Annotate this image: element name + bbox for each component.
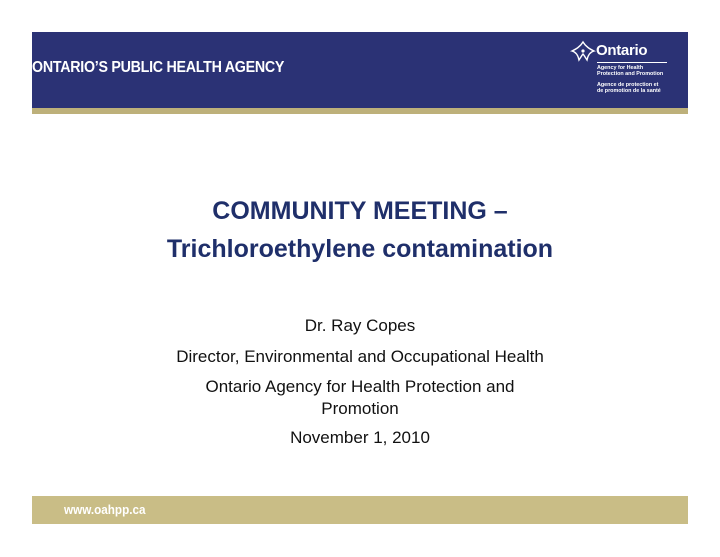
logo-wordmark: Ontario xyxy=(596,42,648,59)
presentation-date: November 1, 2010 xyxy=(290,428,430,447)
footer-url: www.oahpp.ca xyxy=(64,502,146,517)
presenter-org-line-2: Promotion xyxy=(321,399,399,418)
header-accent-rule xyxy=(32,108,688,114)
slide-title xyxy=(0,192,720,268)
agency-name: ONTARIO’S PUBLIC HEALTH AGENCY xyxy=(32,59,285,76)
trillium-icon xyxy=(570,40,596,64)
logo-en-line-1: Agency for Health xyxy=(597,65,644,71)
slide-title-line-1: COMMUNITY MEETING – xyxy=(212,197,508,225)
presenter-name: Dr. Ray Copes xyxy=(304,316,416,335)
ontario-logo xyxy=(570,40,685,106)
logo-french-name xyxy=(597,82,661,95)
presenter-role: Director, Environmental and Occupational Health xyxy=(176,347,544,366)
presenter-org-line-1: Ontario Agency for Health Protection and xyxy=(205,377,515,396)
logo-divider xyxy=(597,62,667,63)
logo-en-line-2: Protection and Promotion xyxy=(597,71,664,78)
logo-fr-line-1: Agence de protection et xyxy=(597,82,659,88)
logo-english-name xyxy=(597,65,663,78)
logo-fr-line-2: de promotion de la santé xyxy=(597,88,661,95)
slide-title-line-2: Trichloroethylene contamination xyxy=(166,235,554,263)
